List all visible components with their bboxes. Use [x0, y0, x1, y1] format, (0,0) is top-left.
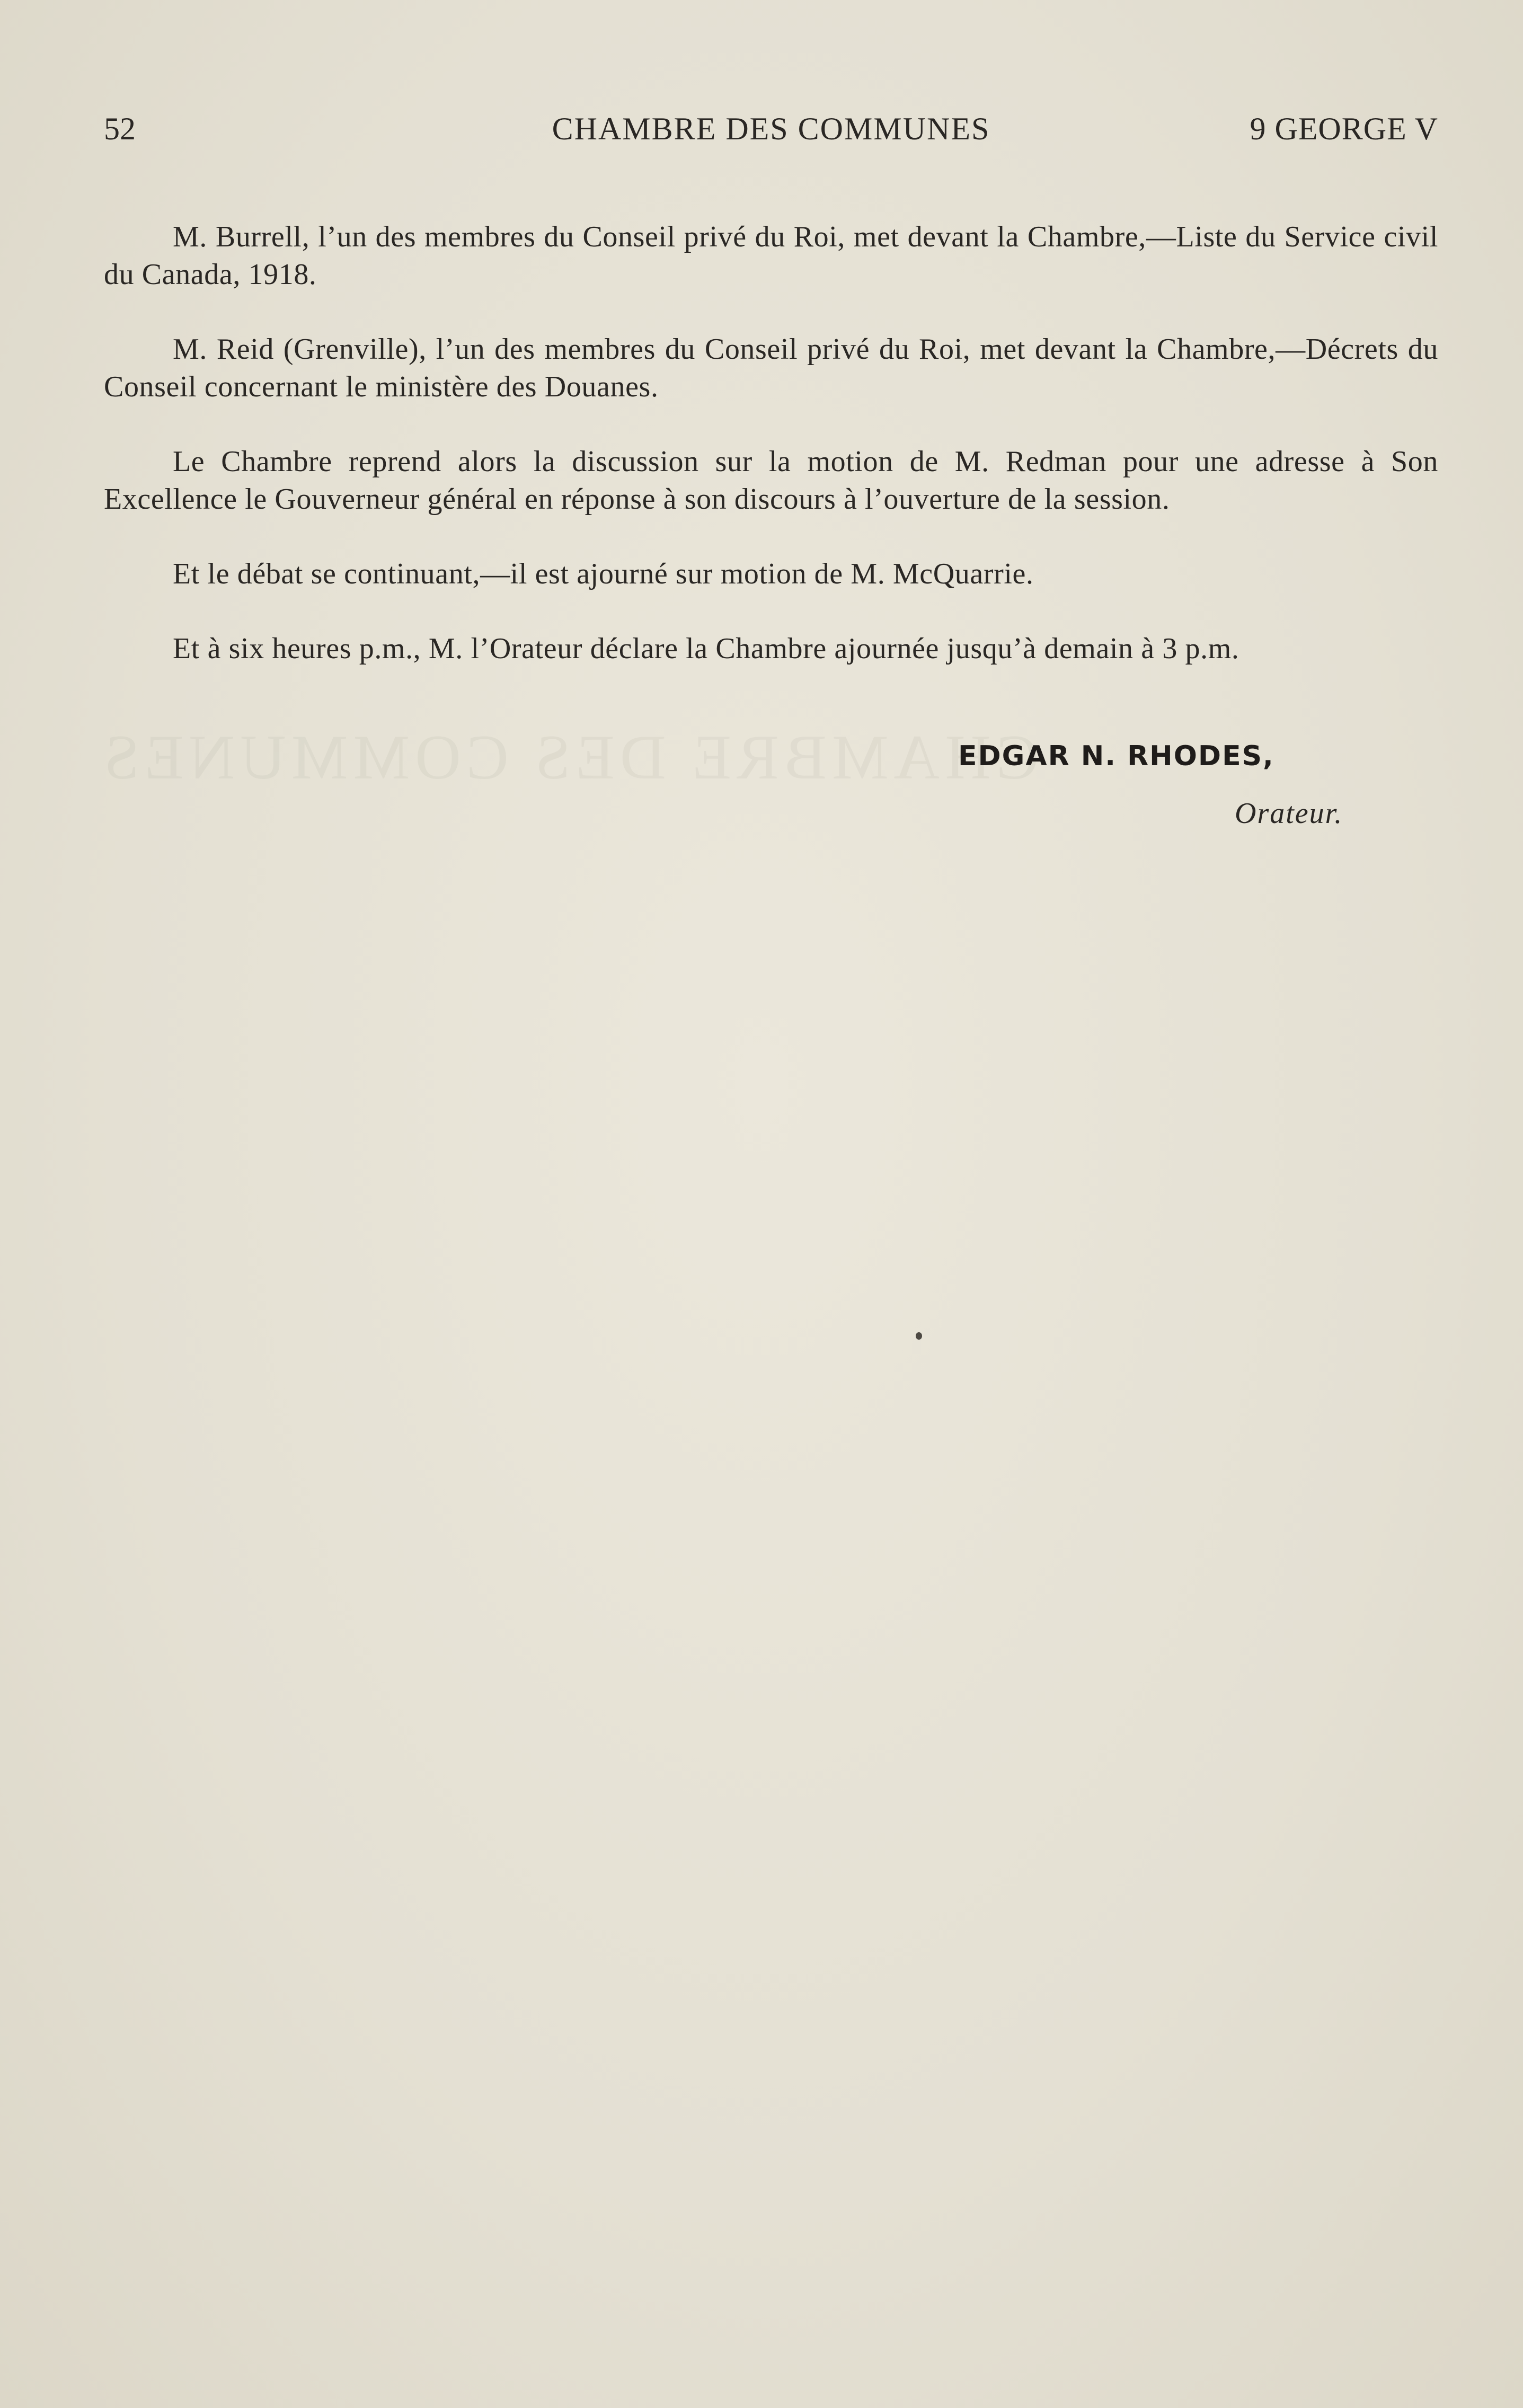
paragraph-adjourned-debate: Et le débat se continuant,—il est ajourné sur motion de M. McQuarrie. [173, 557, 1034, 590]
paragraph-adjournment: Et à six heures p.m., M. l’Orateur déclare la Chambre ajournée jusqu’à demain à 3 p.m. [173, 632, 1239, 665]
session-label: 9 GEORGE V [1250, 111, 1438, 146]
show-through-text: CHAMBRE DES COMMUNES [99, 722, 1039, 792]
page-number: 52 [104, 111, 136, 146]
signature-name: EDGAR N. RHODES, [958, 740, 1274, 772]
journal-entries [104, 218, 1438, 705]
paragraph-burrell: M. Burrell, l’un des membres du Conseil privé du Roi, met devant la Chambre,—Liste du Service civil du Canada, 1918. [104, 220, 1438, 291]
paragraph-reid: M. Reid (Grenville), l’un des membres du Conseil privé du Roi, met devant la Chambre,—Décrets du Conseil concernant le ministère des Douanes. [104, 333, 1438, 403]
signature-title: Orateur. [1235, 797, 1343, 830]
page-header [104, 110, 1438, 147]
paper-speck [916, 1332, 922, 1340]
running-title: CHAMBRE DES COMMUNES [552, 111, 990, 146]
paragraph-debate: Le Chambre reprend alors la discussion sur la motion de M. Redman pour une adresse à Son Excellence le Gouverneur général en réponse à son discours à l’ouverture de la session. [104, 445, 1438, 516]
